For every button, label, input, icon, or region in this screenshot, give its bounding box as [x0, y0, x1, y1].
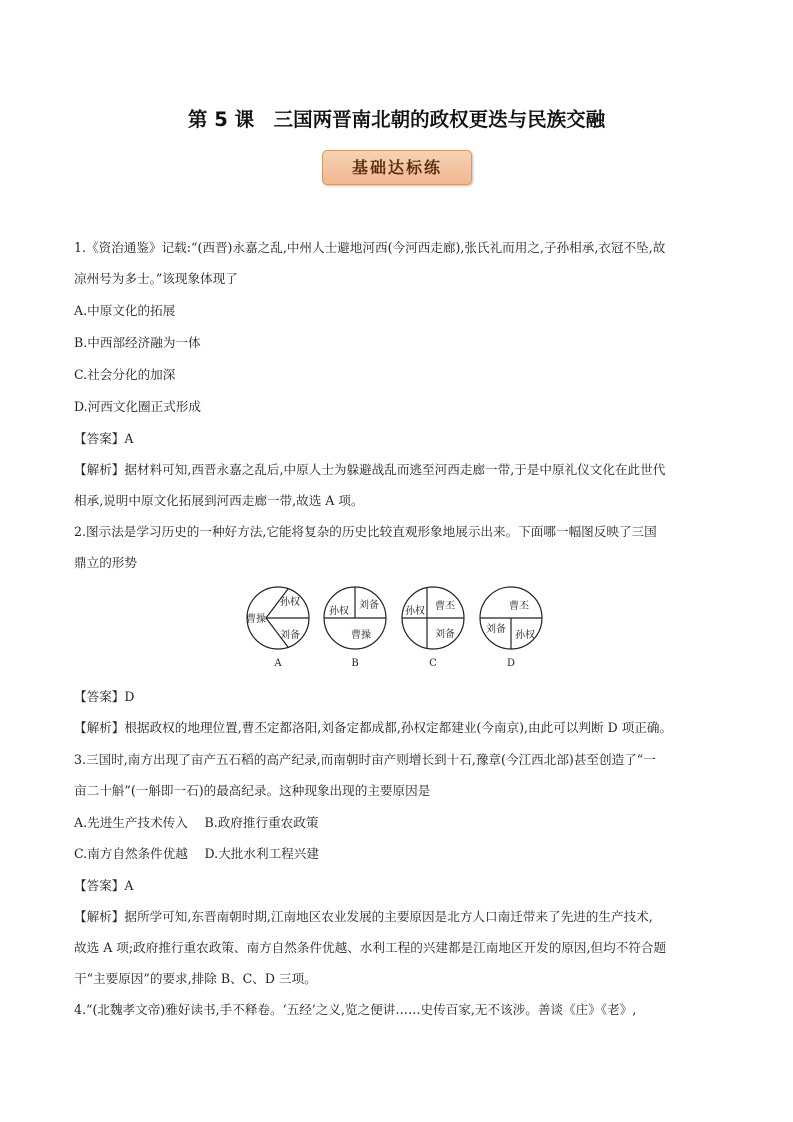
label-liu-bei: 刘备 — [359, 600, 379, 611]
text-line: B.中西部经济融为一体 — [74, 335, 201, 350]
label-sun-quan: 孙权 — [280, 597, 300, 608]
text-line: 故选 A 项;政府推行重农政策、南方自然条件优越、水利工程的兴建都是江南地区开发的原因,但均不符合题 — [74, 940, 667, 955]
text-line: C.南方自然条件优越 D.大批水利工程兴建 — [74, 846, 319, 861]
label-sun-quan: 孙权 — [329, 606, 349, 617]
answer-line: 【答案】A — [74, 431, 134, 446]
text-line: 鼎立的形势 — [74, 555, 137, 570]
text-line: 亩二十斛”(一斛即一石)的最高纪录。这种现象出现的主要原因是 — [74, 783, 431, 798]
option-letter: C — [429, 658, 437, 669]
text-line: 相承,说明中原文化拓展到河西走廊一带,故选 A 项。 — [74, 493, 364, 508]
diagram-option-c — [402, 587, 464, 669]
analysis-line: 【解析】据材料可知,西晋永嘉之乱后,中原人士为躲避战乱而逃至河西走廊一带,于是中原礼仪文化在此世代 — [74, 462, 666, 477]
option-letter: B — [351, 658, 359, 669]
text-line: 1.《资治通鉴》记载:“(西晋)永嘉之乱,中州人士避地河西(今河西走廊),张氏礼而用之,子孙相承,衣冠不坠,故 — [74, 240, 666, 255]
text-line: 凉州号为多士。”该现象体现了 — [74, 271, 238, 286]
text-line: A.中原文化的拓展 — [74, 303, 176, 318]
answer-line: 【答案】A — [74, 878, 134, 893]
section-badge: 基础达标练 — [322, 150, 472, 185]
label-cao-cao: 曹操 — [351, 630, 371, 641]
text-line: C.社会分化的加深 — [74, 367, 176, 382]
text-line: 2.图示法是学习历史的一种好方法,它能将复杂的历史比较直观形象地展示出来。下面哪一幅图反映了三国 — [74, 524, 657, 539]
label-liu-bei: 刘备 — [280, 630, 300, 641]
label-cao-pi: 曹丕 — [509, 601, 529, 612]
option-letter: D — [506, 658, 516, 669]
text-line: 干“主要原因”的要求,排除 B、C、D 三项。 — [74, 971, 317, 986]
label-sun-quan: 孙权 — [405, 606, 425, 617]
label-liu-bei: 刘备 — [435, 629, 455, 640]
label-cao-cao: 曹操 — [246, 614, 266, 625]
label-sun-quan: 孙权 — [515, 630, 535, 641]
analysis-line: 【解析】据所学可知,东晋南朝时期,江南地区农业发展的主要原因是北方人口南迁带来了先进的生产技术, — [74, 909, 653, 924]
text-line: 3.三国时,南方出现了亩产五石稻的高产纪录,而南朝时亩产则增长到十石,豫章(今江西北部)甚至创造了“一 — [74, 752, 656, 767]
text-line: D.河西文化圈正式形成 — [74, 399, 201, 414]
option-letter: A — [274, 658, 282, 669]
answer-line: 【答案】D — [74, 689, 135, 704]
diagram-option-b — [324, 587, 386, 669]
analysis-line: 【解析】根据政权的地理位置,曹丕定都洛阳,刘备定都成都,孙权定都建业(今南京),由此可以判断 D 项正确。 — [74, 720, 673, 735]
diagram-option-a — [246, 587, 309, 669]
text-line: 4.“(北魏孝文帝)雅好读书,手不释卷。‘五经’之义,览之便讲……史传百家,无不该涉。善谈《庄》《老》, — [74, 1002, 637, 1017]
label-liu-bei: 刘备 — [486, 624, 506, 635]
three-kingdoms-diagram — [244, 582, 554, 672]
diagram-option-d — [480, 587, 542, 669]
lesson-title: 第 5 课 三国两晋南北朝的政权更迭与民族交融 — [187, 108, 606, 131]
label-cao-pi: 曹丕 — [435, 601, 455, 612]
text-line: A.先进生产技术传入 B.政府推行重农政策 — [74, 815, 319, 830]
